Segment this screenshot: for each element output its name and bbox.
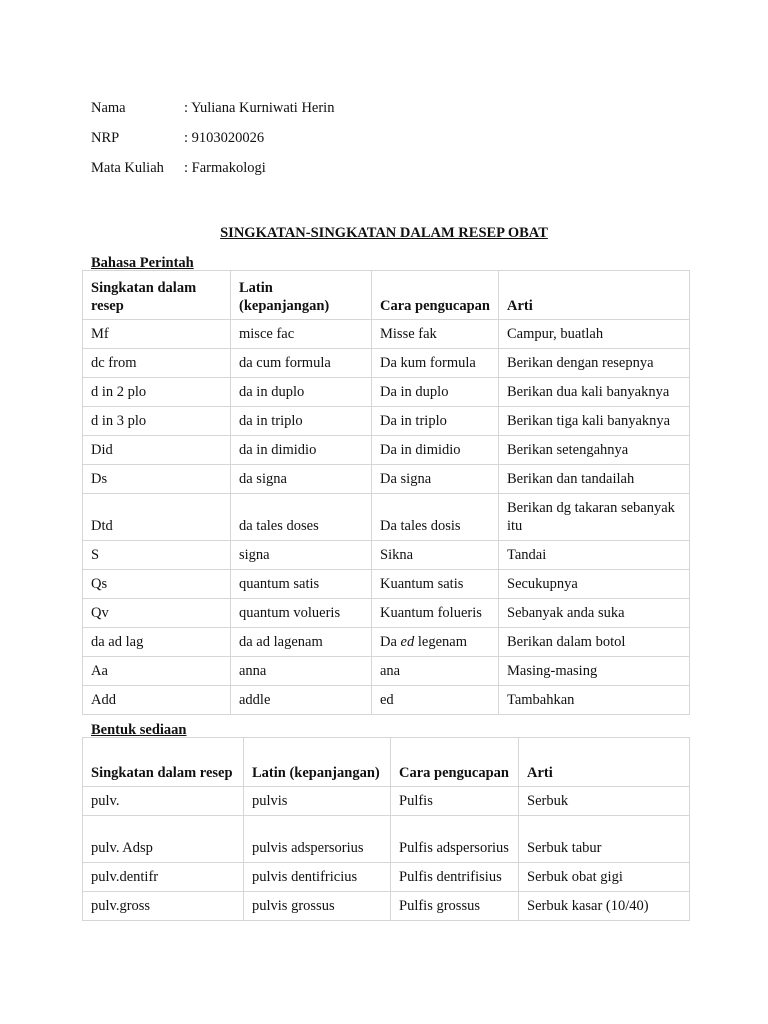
table-cell: Serbuk obat gigi bbox=[519, 863, 690, 892]
table-cell: dc from bbox=[83, 349, 231, 378]
table-cell: da ad lagenam bbox=[231, 628, 372, 657]
table-cell: pulv.dentifr bbox=[83, 863, 244, 892]
table-cell: da in dimidio bbox=[231, 436, 372, 465]
table-bahasa-perintah bbox=[82, 270, 690, 715]
column-header: Latin (kepanjangan) bbox=[244, 738, 391, 787]
table-cell: Masing-masing bbox=[499, 657, 690, 686]
table-cell: da tales doses bbox=[231, 494, 372, 541]
table-row bbox=[83, 892, 690, 921]
table-cell: Serbuk kasar (10/40) bbox=[519, 892, 690, 921]
table-cell: Da in triplo bbox=[372, 407, 499, 436]
table-cell: pulvis dentifricius bbox=[244, 863, 391, 892]
table-cell: Serbuk tabur bbox=[519, 816, 690, 863]
student-info bbox=[91, 93, 334, 183]
table-cell: Berikan tiga kali banyaknya bbox=[499, 407, 690, 436]
info-value: : 9103020026 bbox=[184, 130, 265, 146]
info-row-mata-kuliah bbox=[91, 153, 334, 183]
table-cell: Pulfis adspersorius bbox=[391, 816, 519, 863]
table-cell: da signa bbox=[231, 465, 372, 494]
table-bentuk-sediaan bbox=[82, 737, 690, 921]
table-cell: Did bbox=[83, 436, 231, 465]
table-cell: ana bbox=[372, 657, 499, 686]
table-cell: Kuantum folueris bbox=[372, 599, 499, 628]
cell-text-italic: ed bbox=[400, 634, 415, 650]
info-row-nrp bbox=[91, 123, 334, 153]
column-header: Arti bbox=[499, 271, 690, 320]
table-cell: Mf bbox=[83, 320, 231, 349]
table-row bbox=[83, 863, 690, 892]
table-cell: da in duplo bbox=[231, 378, 372, 407]
table-header-row bbox=[83, 271, 690, 320]
table-cell: pulvis grossus bbox=[244, 892, 391, 921]
table-cell: Pulfis bbox=[391, 787, 519, 816]
table-row bbox=[83, 407, 690, 436]
table-cell: d in 3 plo bbox=[83, 407, 231, 436]
table-cell: pulv. bbox=[83, 787, 244, 816]
table-row bbox=[83, 628, 690, 657]
table-row bbox=[83, 816, 690, 863]
table-cell: da ad lag bbox=[83, 628, 231, 657]
table-cell: quantum volueris bbox=[231, 599, 372, 628]
cell-text-post: legenam bbox=[414, 634, 467, 650]
table-cell: Secukupnya bbox=[499, 570, 690, 599]
table-cell: signa bbox=[231, 541, 372, 570]
table-cell: Qs bbox=[83, 570, 231, 599]
table-cell: Da signa bbox=[372, 465, 499, 494]
table-cell: Serbuk bbox=[519, 787, 690, 816]
table-row bbox=[83, 378, 690, 407]
table-cell: Berikan setengahnya bbox=[499, 436, 690, 465]
table-cell: Add bbox=[83, 686, 231, 715]
table-cell: pulvis adspersorius bbox=[244, 816, 391, 863]
table-row bbox=[83, 570, 690, 599]
table-row bbox=[83, 436, 690, 465]
table-cell: Da kum formula bbox=[372, 349, 499, 378]
column-header: Cara pengucapan bbox=[372, 271, 499, 320]
table-cell: Da tales dosis bbox=[372, 494, 499, 541]
table-header-row bbox=[83, 738, 690, 787]
table-cell: Qv bbox=[83, 599, 231, 628]
table-cell: Campur, buatlah bbox=[499, 320, 690, 349]
table-cell: Kuantum satis bbox=[372, 570, 499, 599]
table-cell: quantum satis bbox=[231, 570, 372, 599]
table-row bbox=[83, 686, 690, 715]
table-row bbox=[83, 465, 690, 494]
table-row bbox=[83, 320, 690, 349]
table-cell: misce fac bbox=[231, 320, 372, 349]
table-cell: Tandai bbox=[499, 541, 690, 570]
table-row bbox=[83, 787, 690, 816]
table-cell: Misse fak bbox=[372, 320, 499, 349]
table-cell: Pulfis dentrifisius bbox=[391, 863, 519, 892]
table-row bbox=[83, 541, 690, 570]
table-cell: ed bbox=[372, 686, 499, 715]
table-cell: Berikan dalam botol bbox=[499, 628, 690, 657]
table-row bbox=[83, 599, 690, 628]
table-cell: Berikan dan tandailah bbox=[499, 465, 690, 494]
column-header: Cara pengucapan bbox=[391, 738, 519, 787]
table-row bbox=[83, 494, 690, 541]
info-label: NRP bbox=[91, 130, 120, 146]
table-cell: Aa bbox=[83, 657, 231, 686]
table-cell: Berikan dengan resepnya bbox=[499, 349, 690, 378]
info-label: Mata Kuliah bbox=[91, 160, 164, 176]
cell-text-pre: Da bbox=[380, 634, 401, 650]
section-heading-bentuk-sediaan: Bentuk sediaan bbox=[91, 722, 187, 738]
info-value: : Farmakologi bbox=[184, 160, 266, 176]
table-cell: Dtd bbox=[83, 494, 231, 541]
table-cell: pulv.gross bbox=[83, 892, 244, 921]
table-cell bbox=[372, 628, 499, 657]
table-row bbox=[83, 657, 690, 686]
table-cell: addle bbox=[231, 686, 372, 715]
table-cell: Sikna bbox=[372, 541, 499, 570]
table-cell: Berikan dua kali banyaknya bbox=[499, 378, 690, 407]
info-row-nama bbox=[91, 93, 334, 123]
table-cell: anna bbox=[231, 657, 372, 686]
table-cell: d in 2 plo bbox=[83, 378, 231, 407]
section-heading-bahasa-perintah: Bahasa Perintah bbox=[91, 255, 194, 271]
info-label: Nama bbox=[91, 100, 126, 116]
table-cell: Da in dimidio bbox=[372, 436, 499, 465]
table-cell: S bbox=[83, 541, 231, 570]
info-value: : Yuliana Kurniwati Herin bbox=[184, 100, 335, 116]
table-cell: Sebanyak anda suka bbox=[499, 599, 690, 628]
column-header: Latin (kepanjangan) bbox=[231, 271, 372, 320]
table-cell: Berikan dg takaran sebanyak itu bbox=[499, 494, 690, 541]
column-header: Singkatan dalam resep bbox=[83, 738, 244, 787]
table-cell: pulvis bbox=[244, 787, 391, 816]
table-cell: da in triplo bbox=[231, 407, 372, 436]
column-header: Arti bbox=[519, 738, 690, 787]
column-header: Singkatan dalam resep bbox=[83, 271, 231, 320]
table-cell: Pulfis grossus bbox=[391, 892, 519, 921]
document-title: SINGKATAN-SINGKATAN DALAM RESEP OBAT bbox=[220, 225, 548, 241]
table-cell: da cum formula bbox=[231, 349, 372, 378]
table-row bbox=[83, 349, 690, 378]
table-cell: Ds bbox=[83, 465, 231, 494]
table-cell: Da in duplo bbox=[372, 378, 499, 407]
table-cell: pulv. Adsp bbox=[83, 816, 244, 863]
table-cell: Tambahkan bbox=[499, 686, 690, 715]
